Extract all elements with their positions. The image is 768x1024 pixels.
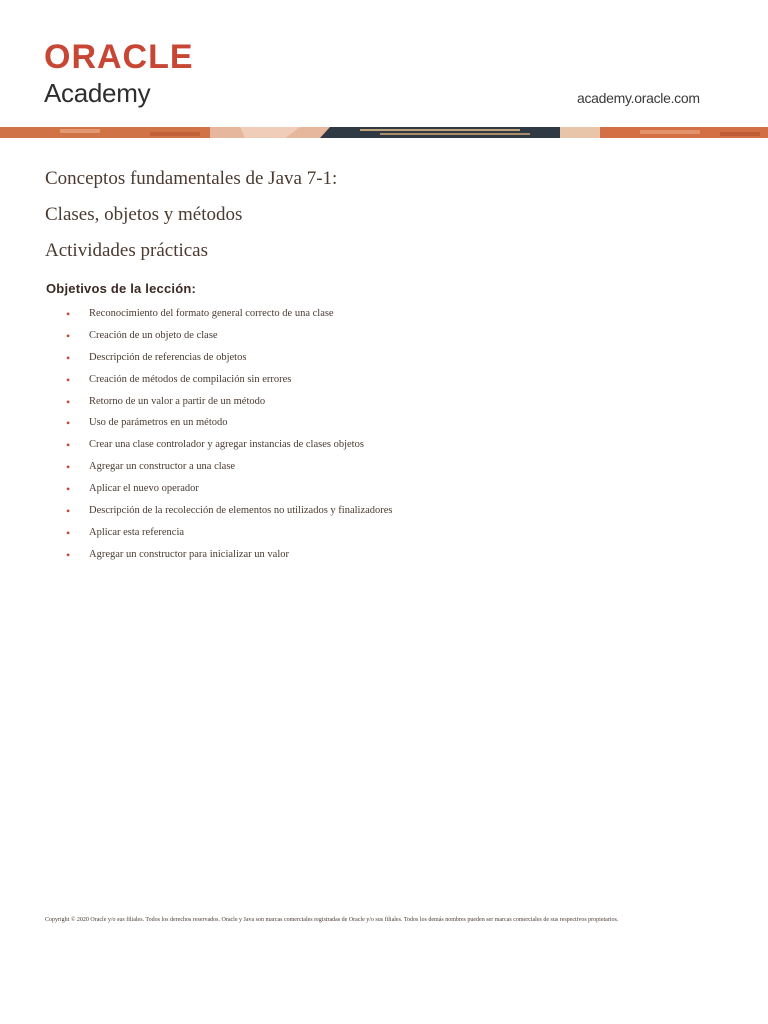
bullet-icon: • xyxy=(66,504,71,519)
objective-text: Crear una clase controlador y agregar instancias de clases objetos xyxy=(89,439,364,451)
objective-item xyxy=(66,524,393,546)
oracle-academy-logo xyxy=(44,40,194,108)
bullet-icon: • xyxy=(66,307,71,321)
objective-item xyxy=(66,458,393,480)
bullet-icon: • xyxy=(66,547,71,562)
activity-title: Actividades prácticas xyxy=(45,240,209,261)
objective-item xyxy=(66,502,393,524)
objective-text: Descripción de referencias de objetos xyxy=(89,351,247,363)
copyright-notice: Copyright © 2020 Oracle y/o sus filiales. Todos los derechos reservados. Oracle y Java son marcas comerciales registradas de Oracle y/o sus filiales. Todos los demás nombres pueden ser marcas comerciales de sus respectivos propietarios. xyxy=(45,917,619,923)
decorative-banner xyxy=(0,127,768,138)
objectives-list xyxy=(66,305,393,568)
objectives-heading: Objetivos de la lección: xyxy=(46,281,197,296)
objective-item xyxy=(66,305,393,327)
objective-text: Agregar un constructor para inicializar un valor xyxy=(89,548,289,560)
objective-item xyxy=(66,480,393,502)
objective-item xyxy=(66,393,393,415)
objective-item xyxy=(66,436,393,458)
bullet-icon: • xyxy=(66,416,71,431)
bullet-icon: • xyxy=(66,372,71,387)
objective-text: Creación de métodos de compilación sin errores xyxy=(89,373,292,385)
document-titles xyxy=(45,168,337,276)
objective-text: Creación de un objeto de clase xyxy=(89,329,218,341)
objective-text: Aplicar el nuevo operador xyxy=(89,483,199,495)
course-title: Conceptos fundamentales de Java 7-1: xyxy=(45,168,338,189)
objective-text: Uso de parámetros en un método xyxy=(89,417,228,429)
objective-text: Aplicar esta referencia xyxy=(89,526,185,538)
objective-text: Reconocimiento del formato general correcto de una clase xyxy=(89,308,334,319)
bullet-icon: • xyxy=(66,438,71,453)
objective-item xyxy=(66,327,393,349)
lesson-title: Clases, objetos y métodos xyxy=(45,204,243,225)
oracle-logo-text: ORACLE xyxy=(44,38,194,76)
objective-text: Descripción de la recolección de elementos no utilizados y finalizadores xyxy=(89,505,393,517)
bullet-icon: • xyxy=(66,328,71,343)
bullet-icon: • xyxy=(66,394,71,409)
objective-item xyxy=(66,349,393,371)
objective-item xyxy=(66,414,393,436)
objective-item xyxy=(66,371,393,393)
objective-item xyxy=(66,546,393,568)
academy-logo-text: Academy xyxy=(44,78,151,108)
site-url: academy.oracle.com xyxy=(577,90,700,106)
bullet-icon: • xyxy=(66,482,71,497)
objective-text: Agregar un constructor a una clase xyxy=(89,461,236,473)
objective-text: Retorno de un valor a partir de un método xyxy=(89,395,266,407)
bullet-icon: • xyxy=(66,525,71,540)
bullet-icon: • xyxy=(66,460,71,475)
bullet-icon: • xyxy=(66,350,71,365)
